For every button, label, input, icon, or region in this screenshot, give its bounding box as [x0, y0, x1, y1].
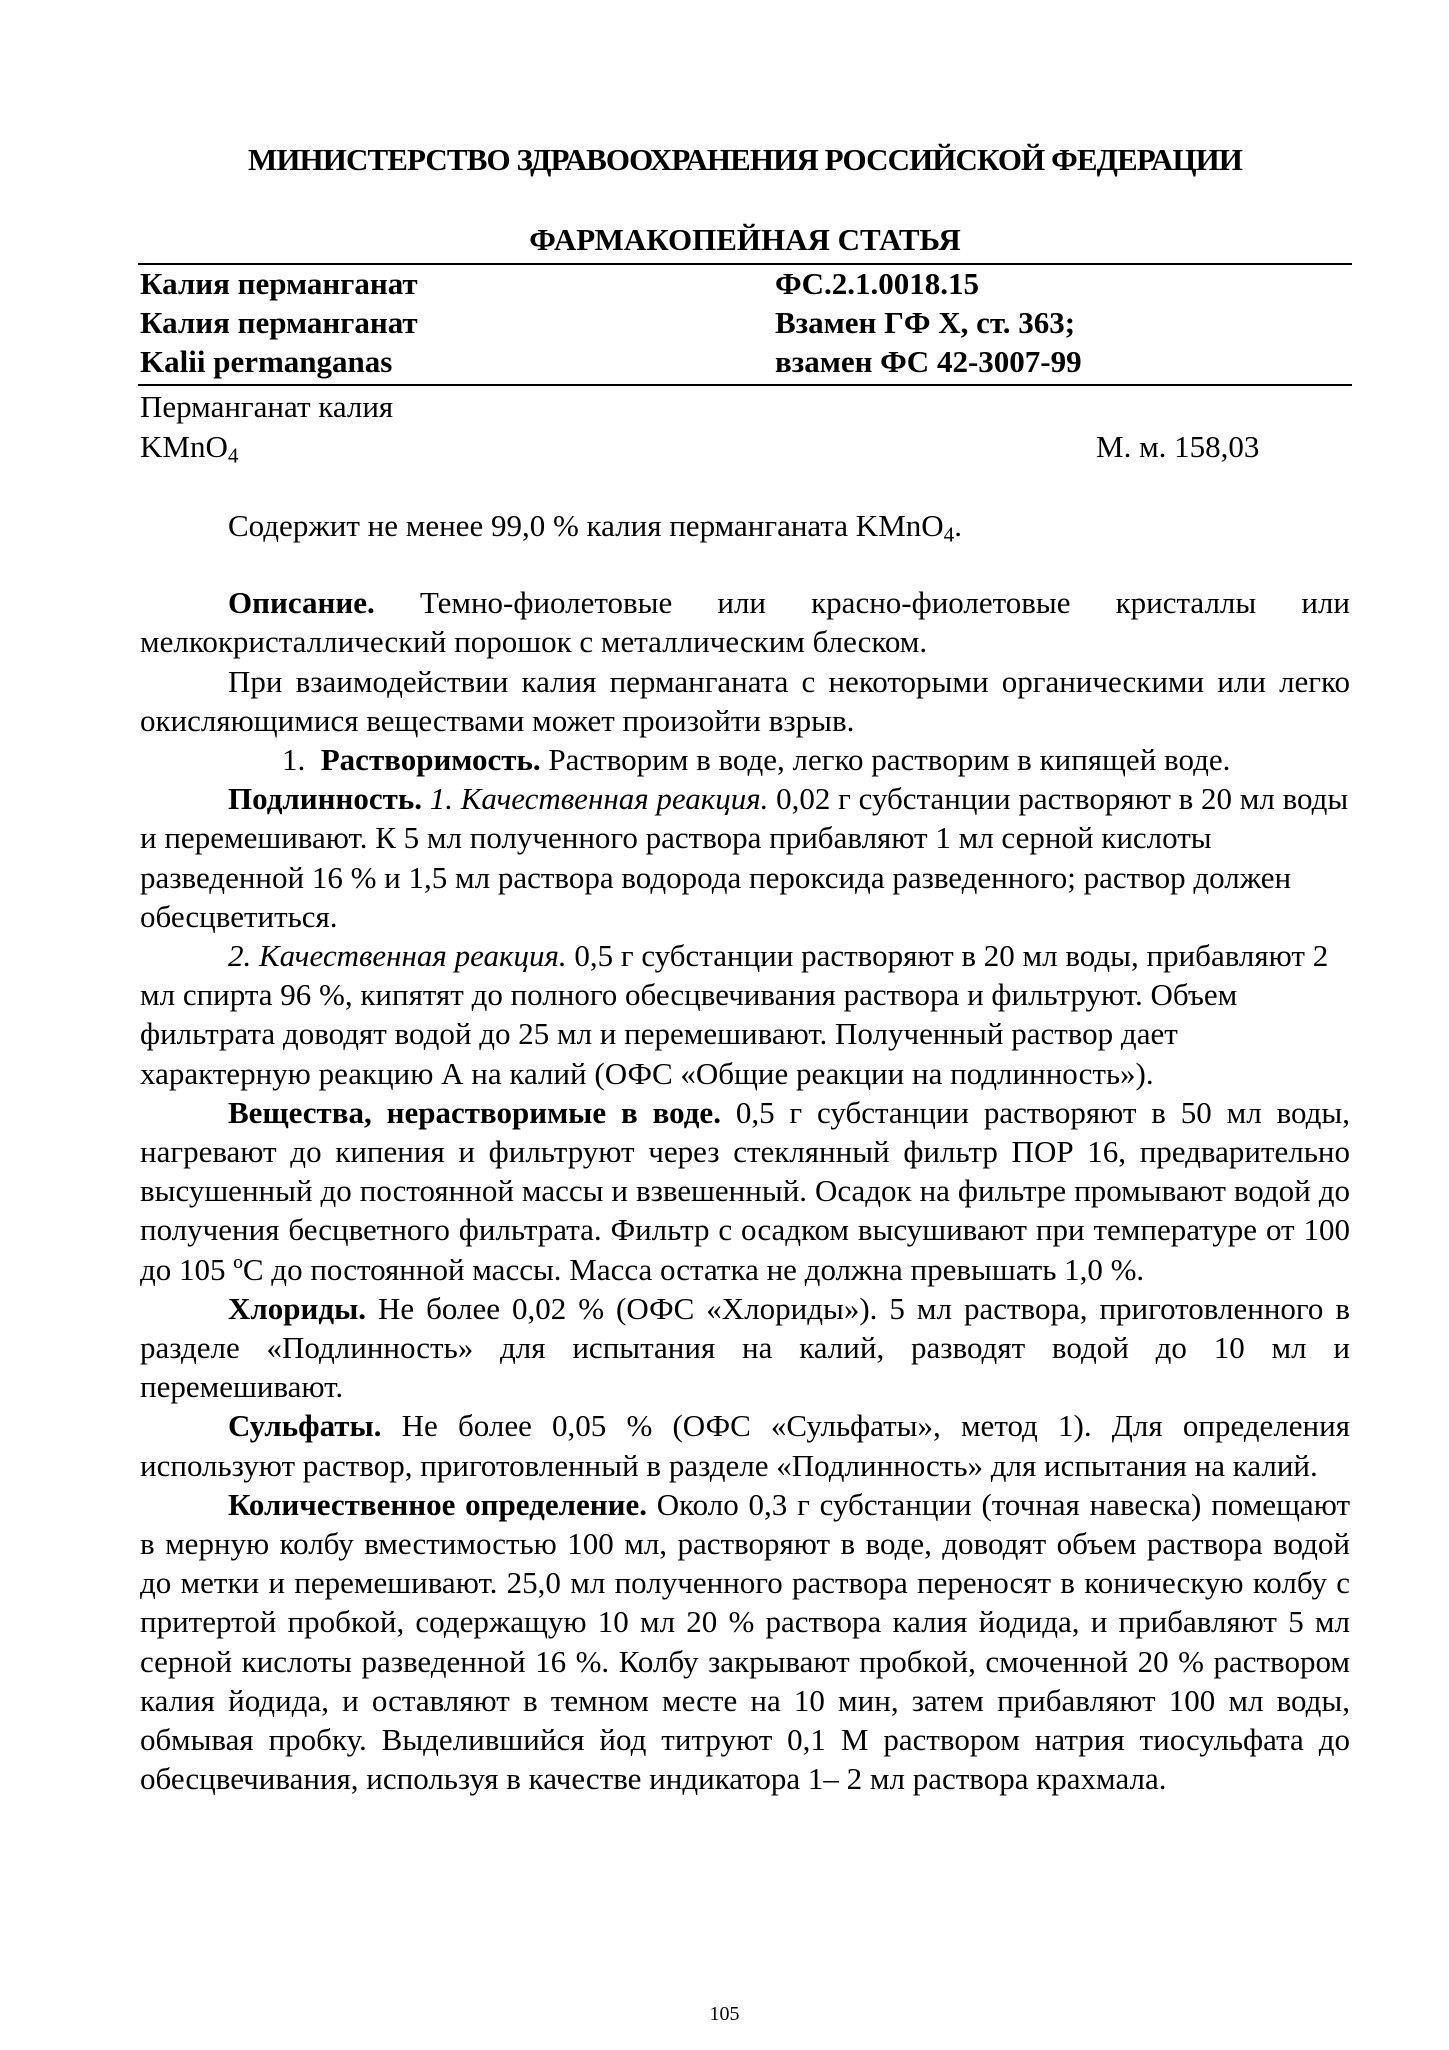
formula: [140, 428, 238, 466]
quantitative-paragraph: [140, 1485, 1350, 1799]
identity-2-heading: 2. Качественная реакция.: [228, 938, 567, 974]
title-name-ru-2: Калия перманганат: [140, 305, 418, 340]
solubility-heading: Растворимость.: [320, 742, 541, 778]
title-name-ru-1: Калия перманганат: [140, 266, 418, 301]
insoluble-text: 0,5 г субстанции растворяют в 50 мл воды, нагревают до кипения и фильтруют через стеклянный фильтр ПОР 16, предварительно высушенный до постоянной массы и взвешенный. Осадок на фильтре промывают водой до получения бесцветного фильтрата. Фильтр с осадком высушивают при температуре от 100 до 105 ºС до постоянной массы. Масса остатка не должна превышать 1,0 %.: [140, 1094, 1350, 1287]
sulfates-paragraph: [140, 1406, 1350, 1484]
description-heading: Описание.: [228, 585, 375, 621]
title-replaces-1: Взамен ГФ X, ст. 363;: [775, 305, 1076, 340]
description-text: Темно-фиолетовые или красно-фиолетовые кристаллы или мелкокристаллический порошок с металлическим блеском.: [140, 585, 1350, 660]
bottom-rule: [138, 384, 1352, 386]
chlorides-heading: Хлориды.: [228, 1290, 367, 1326]
solubility-paragraph: [140, 740, 1350, 779]
insoluble-paragraph: [140, 1093, 1350, 1289]
ministry-heading: МИНИСТЕРСТВО ЗДРАВООХРАНЕНИЯ РОССИЙСКОЙ ФЕДЕРАЦИИ: [247, 142, 1242, 177]
description-paragraph: [140, 583, 1350, 661]
solubility-number: 1.: [282, 742, 321, 778]
document-type-heading: ФАРМАКОПЕЙНАЯ СТАТЬЯ: [529, 222, 961, 257]
identity-1-heading: 1. Качественная реакция.: [422, 781, 769, 817]
chlorides-text: Не более 0,02 % (ОФС «Хлориды»). 5 мл раствора, приготовленного в разделе «Подлинность» для испытания на калий, разводят водой до 10 мл и перемешивают.: [140, 1290, 1350, 1405]
identity-paragraph-2: [140, 936, 1350, 1093]
chlorides-paragraph: [140, 1289, 1350, 1407]
assay-text: Содержит не менее 99,0 % калия перманганата KMnO: [228, 508, 944, 543]
insoluble-heading: Вещества, нерастворимые в воде.: [228, 1094, 721, 1130]
warning-paragraph: При взаимодействии калия перманганата с некоторыми органическими или легко окисляющимися веществами может произойти взрыв.: [140, 663, 1350, 738]
synonym: Перманганат калия: [140, 389, 394, 424]
formula-subscript: 4: [227, 443, 239, 468]
title-replaces-2: взамен ФС 42-3007-99: [775, 344, 1082, 379]
identity-heading: Подлинность.: [228, 781, 423, 817]
title-name-latin: Kalii permanganas: [140, 344, 393, 379]
assay-statement: [140, 506, 1350, 545]
quantitative-text: Около 0,3 г субстанции (точная навеска) помещают в мерную колбу вместимостью 100 мл, растворяют в воде, доводят объем раствора водой до метки и перемешивают. 25,0 мл полученного раствора переносят в коническую колбу с притертой пробкой, содержащую 10 мл 20 % раствора калия йодида, и прибавляют 5 мл серной кислоты разведенной 16 %. Колбу закрывают пробкой, смоченной 20 % раствором калия йодида, и оставляют в темном месте на 10 мин, затем прибавляют 100 мл воды, обмывая пробку. Выделившийся йод титруют 0,1 М раствором натрия тиосульфата до обесцвечивания, используя в качестве индикатора 1– 2 мл раствора крахмала.: [140, 1486, 1350, 1797]
identity-2-text: 0,5 г субстанции растворяют в 20 мл воды, прибавляют 2 мл спирта 96 %, кипятят до полного обесцвечивания раствора и фильтруют. Объем фильтрата доводят водой до 25 мл и перемешивают. Полученный раствор дает характерную реакцию А на калий (ОФС «Общие реакции на подлинность»).: [140, 938, 1329, 1091]
sulfates-heading: Сульфаты.: [228, 1408, 382, 1444]
assay-subscript: 4: [943, 522, 955, 547]
solubility-text: Растворим в воде, легко растворим в кипящей воде.: [540, 742, 1231, 778]
sulfates-text: Не более 0,05 % (ОФС «Сульфаты», метод 1). Для определения используют раствор, приготовленный в разделе «Подлинность» для испытания на калий.: [140, 1408, 1350, 1483]
formula-main: KMnO: [140, 429, 228, 464]
page-number: 105: [709, 2003, 740, 2025]
title-code: ФС.2.1.0018.15: [775, 266, 980, 301]
identity-paragraph-1: [140, 779, 1350, 936]
assay-end: .: [954, 508, 962, 543]
body-text: [140, 506, 1350, 1799]
identity-1-text: 0,02 г субстанции растворяют в 20 мл воды и перемешивают. К 5 мл полученного раствора прибавляют 1 мл серной кислоты разведенной 16 % и 1,5 мл раствора водорода пероксида разведенного; раствор должен обесцветиться.: [140, 781, 1349, 934]
quantitative-heading: Количественное определение.: [228, 1486, 647, 1522]
molar-mass: М. м. 158,03: [1096, 429, 1260, 464]
